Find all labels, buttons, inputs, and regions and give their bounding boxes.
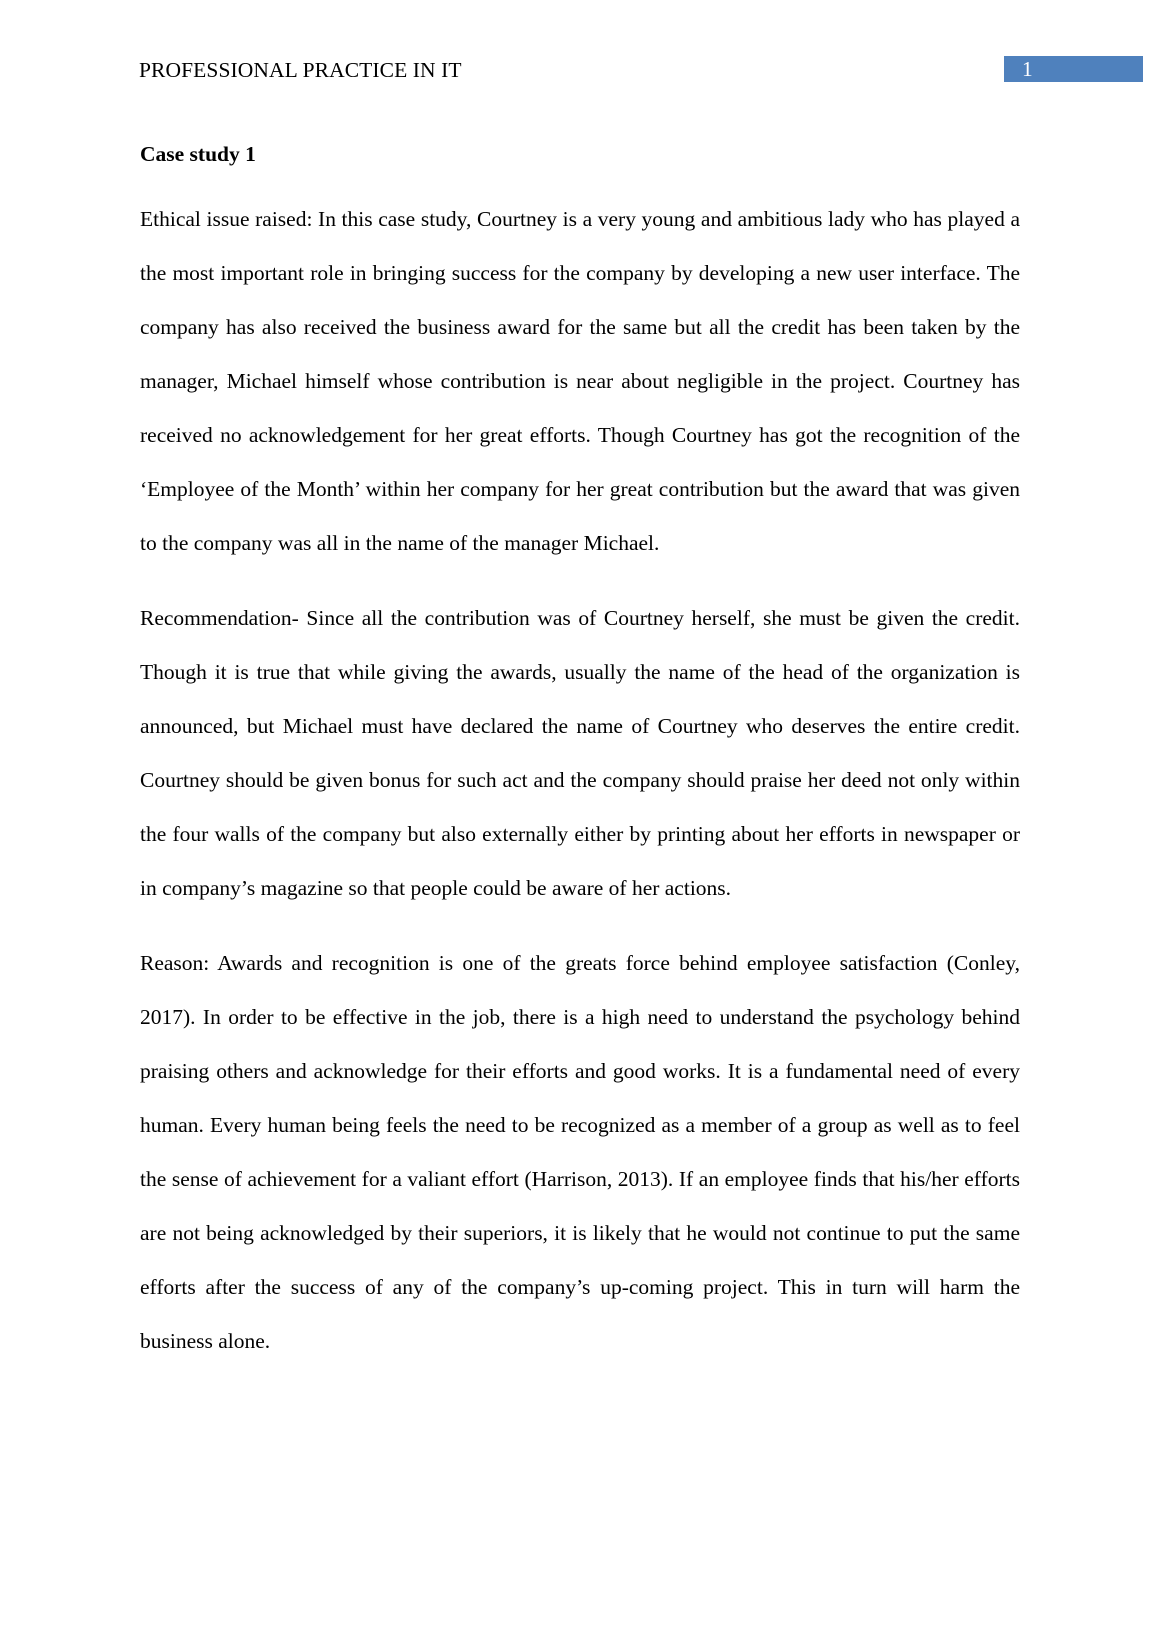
paragraph-recommendation: Recommendation- Since all the contribution was of Courtney herself, she must be given the credit. Though it is true that while giving the awards, usually the name of the head of the organization is announced, but Michael must have declared the name of Courtney who deserves the entire credit. Courtney should be given bonus for such act and the company should praise her deed not only within the four walls of the company but also externally either by printing about her efforts in newspaper or in company’s magazine so that people could be aware of her actions. (140, 606, 1020, 900)
paragraph-ethical-issue: Ethical issue raised: In this case study, Courtney is a very young and ambitious lady who has played a the most important role in bringing success for the company by developing a new user interface. The company has also received the business award for the same but all the credit has been taken by the manager, Michael himself whose contribution is near about negligible in the project. Courtney has received no acknowledgement for her great efforts. Though Courtney has got the recognition of the ‘Employee of the Month’ within her company for her great contribution but the award that was given to the company was all in the name of the manager Michael. (140, 207, 1020, 555)
page-number: 1 (1022, 57, 1033, 81)
running-header-title: PROFESSIONAL PRACTICE IN IT (139, 58, 462, 82)
page-number-box (1004, 56, 1143, 82)
section-heading: Case study 1 (140, 142, 256, 166)
document-body (140, 138, 1020, 1368)
paragraph-reason: Reason: Awards and recognition is one of the greats force behind employee satisfaction (Conley, 2017). In order to be effective in the job, there is a high need to understand the psychology behind praising others and acknowledge for their efforts and good works. It is a fundamental need of every human. Every human being feels the need to be recognized as a member of a group as well as to feel the sense of achievement for a valiant effort (Harrison, 2013). If an employee finds that his/her efforts are not being acknowledged by their superiors, it is likely that he would not continue to put the same efforts after the success of any of the company’s up-coming project. This in turn will harm the business alone. (140, 951, 1020, 1353)
